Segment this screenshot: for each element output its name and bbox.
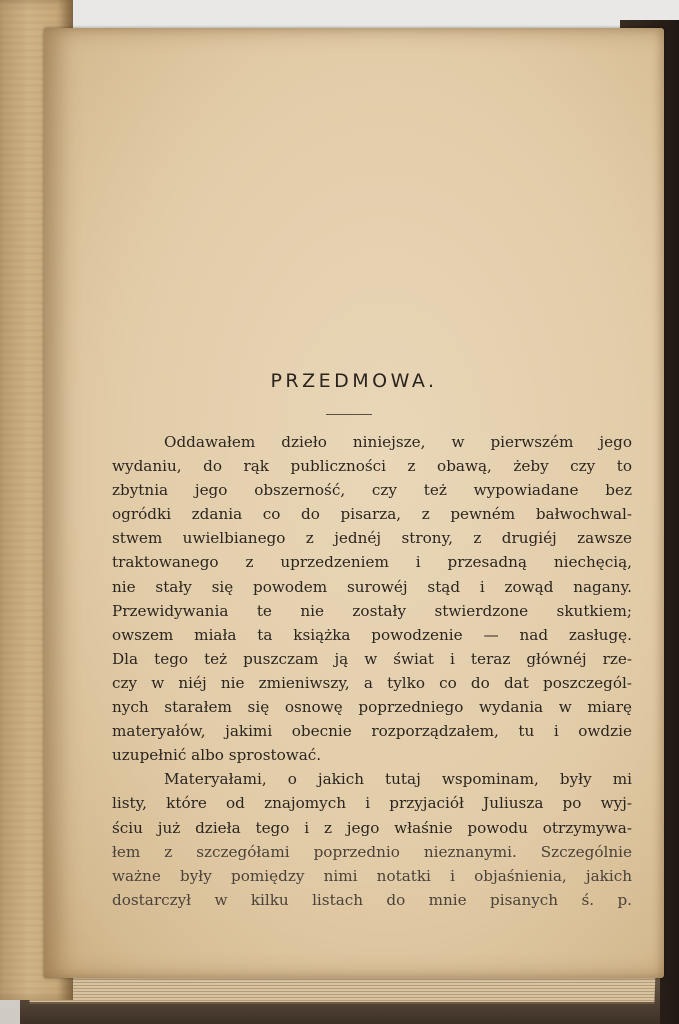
text-line: Dla tego też puszczam ją w świat i teraz głównéj rze- [112, 649, 632, 668]
text-line: nie stały się powodem surowéj stąd i zowąd nagany. [112, 577, 632, 596]
text-line: zbytnia jego obszerność, czy też wypowiadane bez [112, 481, 632, 500]
text-line: traktowanego z uprzedzeniem i przesadną niechęcią, [112, 553, 632, 572]
text-line: Oddawałem dzieło niniejsze, w pierwszém jego [164, 433, 632, 451]
text-line: wydaniu, do rąk publiczności z obawą, żeby czy to [112, 457, 632, 476]
text-line: Przewidywania te nie zostały stwierdzone skutkiem; [112, 601, 632, 620]
text-line: łem z szczegółami poprzednio nieznanymi. Szczególnie [112, 842, 632, 861]
book-page [44, 28, 664, 978]
page-title: PRZEDMOWA. [270, 370, 438, 392]
text-line: Materyałami, o jakich tutaj wspominam, były mi [164, 770, 632, 789]
text-line: ważne były pomiędzy nimi notatki i objaśnienia, jakich [112, 866, 632, 885]
text-line: ściu już dzieła tego i z jego właśnie powodu otrzymywa- [112, 818, 632, 837]
text-line: listy, które od znajomych i przyjaciół Juliusza po wyj- [112, 794, 632, 813]
text-line: materyałów, jakimi obecnie rozporządzałem, tu i owdzie [112, 722, 632, 741]
text-line: dostarczył w kilku listach do mnie pisanych ś. p. [112, 890, 632, 909]
text-line: nych starałem się osnowę poprzedniego wydania w miarę [112, 698, 632, 717]
text-line: czy w niéj nie zmieniwszy, a tylko co do dat poszczegól- [112, 673, 632, 692]
title-divider [326, 414, 372, 415]
text-line: uzupełnić albo sprostować. [112, 746, 322, 765]
preface-text [112, 430, 632, 912]
text-line: ogródki zdania co do pisarza, z pewném bałwochwal- [112, 505, 632, 524]
text-line: owszem miała ta książka powodzenie — nad zasługę. [112, 625, 632, 644]
text-line: stwem uwielbianego z jednéj strony, z drugiéj zawsze [112, 529, 632, 548]
